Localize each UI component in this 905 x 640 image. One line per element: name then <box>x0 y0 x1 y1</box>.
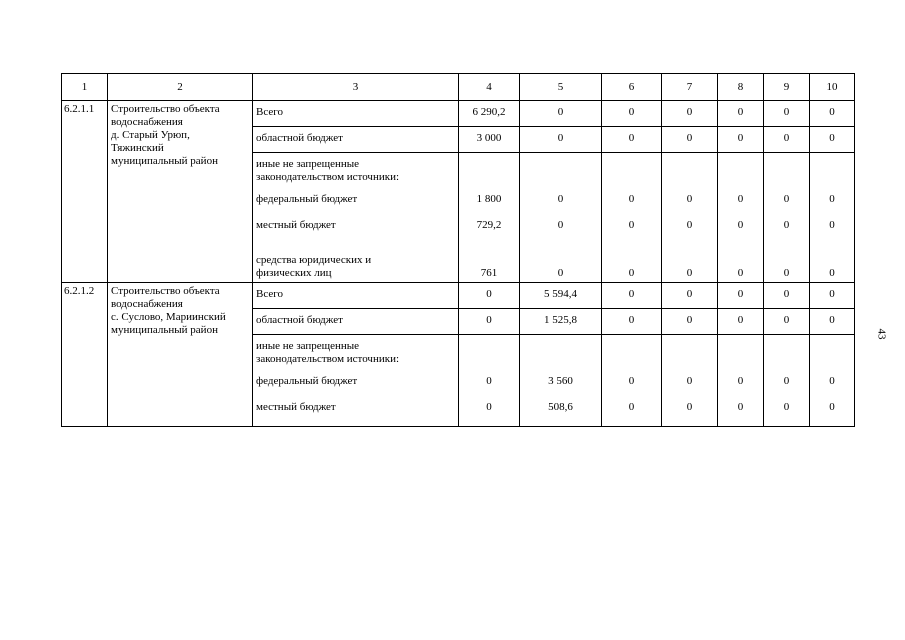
value-cell: 0 <box>520 219 602 245</box>
source-line: физических лиц <box>256 267 332 279</box>
value-cell: 0 <box>662 375 718 401</box>
value-cell: 0 <box>662 219 718 245</box>
value-cell: 0 <box>520 193 602 219</box>
value-cell <box>718 153 764 193</box>
value-cell: 0 <box>764 375 810 401</box>
value-cell: 0 <box>764 283 810 309</box>
header-cell: 5 <box>520 74 602 101</box>
value-cell: 0 <box>810 309 855 335</box>
value-cell: 0 <box>764 309 810 335</box>
value-cell <box>718 335 764 375</box>
project-code: 6.2.1.2 <box>62 283 108 427</box>
value-cell: 0 <box>718 127 764 153</box>
value-cell: 0 <box>459 401 520 427</box>
value-cell: 0 <box>602 283 662 309</box>
funding-source: областной бюджет <box>253 309 459 335</box>
header-cell: 9 <box>764 74 810 101</box>
object-line: с. Суслово, Мариинский <box>111 311 226 323</box>
funding-source: федеральный бюджет <box>253 375 459 401</box>
source-line: законодательством источники: <box>256 171 400 183</box>
object-line: Тяжинский <box>111 142 164 154</box>
value-cell <box>810 153 855 193</box>
table-row <box>62 283 855 309</box>
value-cell <box>602 335 662 375</box>
value-cell: 0 <box>764 219 810 245</box>
value-cell <box>602 153 662 193</box>
value-cell <box>764 335 810 375</box>
value-cell: 761 <box>459 245 520 283</box>
source-line: законодательством источники: <box>256 353 400 365</box>
page-number: 43 <box>875 328 888 340</box>
value-cell: 508,6 <box>520 401 602 427</box>
project-code: 6.2.1.1 <box>62 101 108 283</box>
value-cell: 0 <box>602 219 662 245</box>
value-cell: 0 <box>662 193 718 219</box>
source-line: средства юридических и <box>256 254 372 266</box>
object-line: Строительство объекта <box>111 285 220 297</box>
source-line: иные не запрещенные <box>256 158 360 170</box>
value-cell <box>662 335 718 375</box>
funding-source: областной бюджет <box>253 127 459 153</box>
header-row <box>62 74 855 101</box>
value-cell: 0 <box>602 101 662 127</box>
value-cell: 0 <box>810 127 855 153</box>
value-cell: 0 <box>810 245 855 283</box>
value-cell <box>520 335 602 375</box>
value-cell: 0 <box>718 283 764 309</box>
value-cell: 0 <box>810 401 855 427</box>
value-cell: 0 <box>662 127 718 153</box>
header-cell: 7 <box>662 74 718 101</box>
value-cell: 3 000 <box>459 127 520 153</box>
value-cell: 0 <box>810 193 855 219</box>
funding-source: Всего <box>253 283 459 309</box>
value-cell: 0 <box>764 127 810 153</box>
object-line: д. Старый Урюп, <box>111 129 190 141</box>
value-cell: 0 <box>718 245 764 283</box>
value-cell: 0 <box>810 219 855 245</box>
header-cell: 3 <box>253 74 459 101</box>
value-cell <box>810 335 855 375</box>
object-line: Строительство объекта <box>111 103 220 115</box>
value-cell <box>520 153 602 193</box>
value-cell: 0 <box>459 309 520 335</box>
header-cell: 1 <box>62 74 108 101</box>
value-cell: 0 <box>764 245 810 283</box>
value-cell: 0 <box>662 245 718 283</box>
funding-source: федеральный бюджет <box>253 193 459 219</box>
project-object <box>108 101 253 283</box>
value-cell: 0 <box>764 193 810 219</box>
value-cell: 0 <box>718 101 764 127</box>
source-line: иные не запрещенные <box>256 340 360 352</box>
funding-source: местный бюджет <box>253 219 459 245</box>
header-cell: 10 <box>810 74 855 101</box>
value-cell: 0 <box>810 101 855 127</box>
value-cell: 0 <box>662 283 718 309</box>
value-cell: 0 <box>520 101 602 127</box>
value-cell: 0 <box>718 219 764 245</box>
value-cell: 0 <box>602 309 662 335</box>
value-cell: 1 525,8 <box>520 309 602 335</box>
value-cell: 729,2 <box>459 219 520 245</box>
value-cell: 0 <box>810 375 855 401</box>
value-cell <box>459 335 520 375</box>
value-cell: 0 <box>602 193 662 219</box>
project-object <box>108 283 253 427</box>
value-cell: 0 <box>718 401 764 427</box>
value-cell: 0 <box>602 401 662 427</box>
value-cell <box>459 153 520 193</box>
value-cell: 0 <box>718 309 764 335</box>
value-cell: 0 <box>602 127 662 153</box>
value-cell: 0 <box>718 375 764 401</box>
value-cell: 0 <box>764 401 810 427</box>
value-cell <box>764 153 810 193</box>
header-cell: 2 <box>108 74 253 101</box>
funding-source <box>253 335 459 375</box>
table-row <box>62 101 855 127</box>
funding-source <box>253 153 459 193</box>
object-line: водоснабжения <box>111 116 183 128</box>
value-cell: 3 560 <box>520 375 602 401</box>
object-line: водоснабжения <box>111 298 183 310</box>
value-cell: 0 <box>718 193 764 219</box>
header-cell: 8 <box>718 74 764 101</box>
value-cell: 1 800 <box>459 193 520 219</box>
value-cell: 0 <box>520 245 602 283</box>
funding-table <box>61 73 855 427</box>
value-cell <box>662 153 718 193</box>
funding-source: Всего <box>253 101 459 127</box>
value-cell: 0 <box>459 283 520 309</box>
value-cell: 5 594,4 <box>520 283 602 309</box>
value-cell: 0 <box>662 401 718 427</box>
value-cell: 6 290,2 <box>459 101 520 127</box>
funding-source <box>253 245 459 283</box>
value-cell: 0 <box>810 283 855 309</box>
value-cell: 0 <box>662 309 718 335</box>
value-cell: 0 <box>602 245 662 283</box>
object-line: муниципальный район <box>111 324 218 336</box>
value-cell: 0 <box>662 101 718 127</box>
value-cell: 0 <box>459 375 520 401</box>
header-cell: 6 <box>602 74 662 101</box>
value-cell: 0 <box>764 101 810 127</box>
object-line: муниципальный район <box>111 155 218 167</box>
value-cell: 0 <box>520 127 602 153</box>
value-cell: 0 <box>602 375 662 401</box>
header-cell: 4 <box>459 74 520 101</box>
funding-source: местный бюджет <box>253 401 459 427</box>
